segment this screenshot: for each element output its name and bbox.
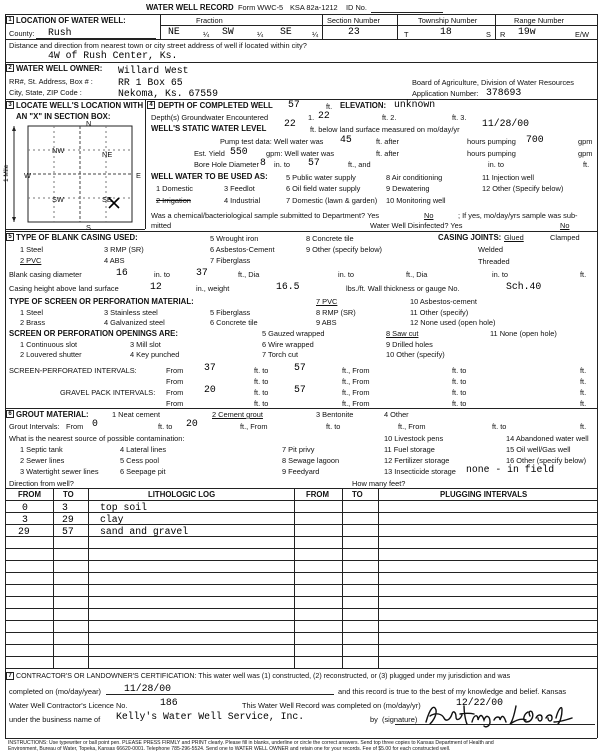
contamination-label: What is the nearest source of possible contamination:	[9, 434, 185, 443]
casing-type-label: TYPE OF BLANK CASING USED:	[16, 233, 138, 242]
contam-insecticide[interactable]: 13 Insecticide storage	[384, 467, 456, 476]
screen-brass[interactable]: 2 Brass	[20, 318, 46, 327]
casing-weight-label: in., weight	[196, 284, 230, 293]
completed-depth-value[interactable]: 57	[288, 99, 300, 110]
completed-on-value[interactable]: 11/28/00	[124, 683, 172, 694]
ft-label: ft.	[580, 388, 587, 397]
opening-louvered[interactable]: 2 Louvered shutter	[20, 350, 82, 359]
rule	[5, 548, 597, 549]
rule	[5, 584, 597, 585]
use-other[interactable]: 12 Other (Specify below)	[482, 184, 564, 193]
ft-label: ft.	[580, 422, 587, 431]
section-4-number: 4	[147, 101, 155, 109]
screen-asbestos[interactable]: 10 Asbestos-cement	[410, 297, 477, 306]
quadrant-se: SE	[102, 195, 112, 204]
owner-name[interactable]: Willard West	[118, 65, 189, 76]
use-injection[interactable]: 11 Injection well	[482, 173, 535, 182]
bore-depth[interactable]: 57	[308, 157, 320, 168]
chem-sample-label: Was a chemical/bacteriological sample submitted to Department? Yes	[151, 211, 380, 220]
opening-saw-cut[interactable]: 8 Saw cut	[386, 329, 419, 338]
contam-feedyard[interactable]: 9 Feedyard	[282, 467, 320, 476]
casing-wrought-iron[interactable]: 5 Wrought iron	[210, 234, 259, 243]
range-ew: E/W	[575, 30, 589, 39]
gpi-from-label: From	[166, 388, 184, 397]
compass-n: N	[86, 119, 92, 128]
contam-oil-gas[interactable]: 15 Oil well/Gas well	[506, 445, 571, 454]
log-to[interactable]: 3	[62, 502, 68, 513]
grout-interval-from[interactable]: 0	[92, 418, 98, 429]
grout-intervals-label: Grout Intervals:	[9, 422, 60, 431]
gw1-label: 1.	[308, 113, 315, 122]
casing-diameter-label: Blank casing diameter	[9, 270, 82, 279]
grout-cement-grout[interactable]: 2 Cement grout	[212, 410, 263, 419]
rule	[5, 99, 597, 100]
gpm-label: gpm	[578, 149, 593, 158]
rule	[5, 14, 597, 15]
rule	[597, 14, 598, 738]
fraction-q3[interactable]: SE	[280, 26, 292, 37]
county-label: County:	[9, 29, 35, 38]
after-label: ft. after	[376, 137, 400, 146]
rule	[5, 500, 597, 501]
screen-abs[interactable]: 9 ABS	[316, 318, 337, 327]
township-s: S	[486, 30, 491, 39]
casing-fiberglass[interactable]: 7 Fiberglass	[210, 256, 251, 265]
casing-diameter[interactable]: 16	[116, 267, 128, 278]
bore-in-to: in. to	[274, 160, 291, 169]
use-irrigation[interactable]: 2 Irrigation	[156, 196, 191, 205]
screen-none[interactable]: 12 None used (open hole)	[410, 318, 496, 327]
grout-ft-from: ft., From	[240, 422, 268, 431]
quadrant-nw: NW	[52, 146, 65, 155]
screen-intervals-label: SCREEN-PERFORATED INTERVALS:	[9, 366, 137, 375]
quadrant-sw: SW	[52, 195, 64, 204]
use-oil-field[interactable]: 6 Oil field water supply	[286, 184, 361, 193]
grout-neat-cement[interactable]: 1 Neat cement	[112, 410, 161, 419]
static-level-label: WELL'S STATIC WATER LEVEL	[151, 124, 267, 133]
gpi-ft-to-4: ft. to	[452, 399, 467, 408]
casing-gauge[interactable]: Sch.40	[506, 281, 542, 292]
bore-in-to-2: in. to	[488, 160, 505, 169]
rule	[5, 408, 597, 409]
section-5-number: 5	[6, 233, 14, 241]
rule	[160, 25, 597, 26]
rule	[5, 572, 597, 573]
groundwater-label: Depth(s) Groundwater Encountered	[151, 113, 269, 122]
form-number: Form WWC-5	[238, 3, 284, 12]
contam-seepage[interactable]: 6 Seepage pit	[120, 467, 166, 476]
grout-ft-from-2: ft., From	[398, 422, 426, 431]
screen-interval-to[interactable]: 57	[294, 362, 306, 373]
grout-ft-to-2: ft. to	[326, 422, 341, 431]
gravel-interval-to[interactable]: 57	[294, 384, 306, 395]
static-level-date[interactable]: 11/28/00	[482, 118, 530, 129]
ft-label: ft.	[580, 399, 587, 408]
opening-none[interactable]: 11 None (open hole)	[490, 329, 557, 338]
casing-steel[interactable]: 1 Steel	[20, 245, 44, 254]
grout-ft-to-3: ft. to	[492, 422, 507, 431]
spi-ft-to: ft. to	[254, 366, 269, 375]
rule	[397, 14, 398, 39]
licence-number[interactable]: 186	[160, 697, 178, 708]
opening-gauzed[interactable]: 5 Gauzed wrapped	[262, 329, 325, 338]
how-many-feet-label: How many feet?	[352, 479, 406, 488]
city-label: City, State, ZIP Code :	[9, 88, 82, 97]
casing-concrete[interactable]: 8 Concrete tile	[306, 234, 354, 243]
contamination-value[interactable]: none - in field	[466, 464, 555, 475]
contam-livestock[interactable]: 10 Livestock pens	[384, 434, 444, 443]
grout-interval-to[interactable]: 20	[186, 418, 198, 429]
spi-ft-to-2: ft. to	[452, 366, 467, 375]
rule	[5, 738, 597, 739]
log-header-lithologic: LITHOLOGIC LOG	[148, 490, 216, 499]
use-label: WELL WATER TO BE USED AS:	[151, 172, 268, 181]
range-value[interactable]: 19w	[518, 26, 536, 37]
rule	[5, 596, 597, 597]
ft-label: ft.	[580, 366, 587, 375]
grout-other[interactable]: 4 Other	[384, 410, 409, 419]
fraction-q2[interactable]: SW	[222, 26, 234, 37]
disinfected-no[interactable]: No	[560, 221, 570, 230]
mile-label: 1 Mile	[3, 164, 10, 182]
rule	[5, 488, 597, 489]
distance-label: Distance and direction from nearest town or city street address of well if located within city?	[9, 41, 307, 50]
gpi-ft-to-3: ft. to	[254, 399, 269, 408]
section-2-number: 2	[6, 64, 14, 72]
grout-ft-to: ft. to	[158, 422, 173, 431]
rule	[294, 488, 295, 668]
signature-blank	[395, 724, 595, 725]
disinfected-label: Water Well Disinfected? Yes	[370, 221, 463, 230]
gw3-label: ft. 3.	[452, 113, 467, 122]
section-3-number: 3	[6, 101, 14, 109]
spi-ft-from: ft., From	[342, 366, 370, 375]
casing-weight[interactable]: 16.5	[276, 281, 300, 292]
rule	[5, 608, 597, 609]
screen-pvc[interactable]: 7 PVC	[316, 297, 338, 306]
spi-from-label-2: From	[166, 377, 184, 386]
opening-wire-wrapped[interactable]: 6 Wire wrapped	[262, 340, 314, 349]
id-label: ID No.	[346, 3, 367, 12]
casing-in-to-3: in. to	[492, 270, 509, 279]
contam-cess-pool[interactable]: 5 Cess pool	[120, 456, 160, 465]
rule	[495, 14, 496, 39]
elevation-label: ELEVATION:	[340, 101, 387, 110]
mitted-label: mitted	[151, 221, 172, 230]
section-1-title: LOCATION OF WATER WELL:	[16, 16, 126, 25]
grout-material-label: GROUT MATERIAL:	[16, 410, 89, 419]
grout-bentonite[interactable]: 3 Bentonite	[316, 410, 354, 419]
record-completed-date[interactable]: 12/22/00	[456, 697, 504, 708]
owner-city[interactable]: Nekoma, Ks. 67559	[118, 88, 218, 99]
log-header-to-2: TO	[352, 490, 363, 499]
gravel-intervals-label: GRAVEL PACK INTERVALS:	[60, 388, 156, 397]
signature-label: (signature)	[382, 715, 418, 724]
grout-from-label: From	[66, 422, 84, 431]
use-feedlot[interactable]: 3 Feedlot	[224, 184, 255, 193]
screen-other[interactable]: 11 Other (specify)	[410, 308, 469, 317]
ft-label: ft.	[583, 160, 590, 169]
casing-lbs-label: lbs./ft. Wall thickness or gauge No.	[346, 284, 460, 293]
certification-text-2: and this record is true to the best of my knowledge and belief. Kansas	[338, 687, 567, 696]
bore-label: Bore Hole Diameter	[194, 160, 259, 169]
bore-diameter[interactable]: 8	[260, 157, 266, 168]
address-label: RR#, St. Address, Box # :	[9, 77, 93, 86]
screen-stainless[interactable]: 3 Stainless steel	[104, 308, 158, 317]
township-value[interactable]: 18	[440, 26, 452, 37]
gpi-ft-to-2: ft. to	[452, 388, 467, 397]
fraction-q1[interactable]: NE	[168, 26, 180, 37]
county-value[interactable]: Rush	[48, 27, 72, 38]
screen-fiberglass[interactable]: 5 Fiberglass	[210, 308, 251, 317]
opening-continuous[interactable]: 1 Continuous slot	[20, 340, 78, 349]
rule	[378, 488, 379, 668]
casing-rmp[interactable]: 3 RMP (SR)	[104, 245, 144, 254]
ft-label: ft.	[580, 270, 587, 279]
range-r: R	[500, 30, 506, 39]
log-header-from-2: FROM	[306, 490, 329, 499]
contam-fuel[interactable]: 11 Fuel storage	[384, 445, 435, 454]
use-domestic[interactable]: 1 Domestic	[156, 184, 193, 193]
rule	[5, 656, 597, 657]
casing-ft-dia: ft., Dia	[238, 270, 260, 279]
pump-test-label: Pump test data: Well water was	[220, 137, 324, 146]
casing-height[interactable]: 12	[150, 281, 162, 292]
rule	[5, 14, 6, 738]
use-domestic-lawn[interactable]: 7 Domestic (lawn & garden)	[286, 196, 378, 205]
log-description[interactable]: top soil	[100, 502, 148, 513]
contam-septic[interactable]: 1 Septic tank	[20, 445, 63, 454]
log-to[interactable]: 29	[62, 514, 74, 525]
rule	[145, 99, 146, 229]
id-blank[interactable]	[371, 12, 443, 13]
compass-w: W	[24, 171, 31, 180]
after-label: ft. after	[376, 149, 400, 158]
ksa-reference: KSA 82a-1212	[290, 3, 338, 12]
application-label: Application Number:	[412, 89, 479, 98]
gpi-ft-to: ft. to	[254, 388, 269, 397]
rule	[5, 620, 597, 621]
record-completed-label: This Water Well Record was completed on (mo/day/yr)	[242, 701, 421, 710]
section-number-value[interactable]: 23	[348, 26, 360, 37]
contam-abandoned[interactable]: 14 Abandoned water well	[506, 434, 589, 443]
log-to[interactable]: 57	[62, 526, 74, 537]
yield-value[interactable]: 550	[230, 146, 248, 157]
section-3-title: LOCATE WELL'S LOCATION WITH	[16, 101, 144, 110]
section-3-subtitle: AN "X" IN SECTION BOX:	[16, 112, 111, 121]
opening-drilled[interactable]: 9 Drilled holes	[386, 340, 433, 349]
log-header-from: FROM	[18, 490, 41, 499]
log-description[interactable]: clay	[100, 514, 124, 525]
township-t: T	[404, 30, 409, 39]
rule	[5, 644, 597, 645]
casing-asbestos[interactable]: 6 Asbestos-Cement	[210, 245, 275, 254]
use-dewatering[interactable]: 9 Dewatering	[386, 184, 430, 193]
owner-address[interactable]: RR 1 Box 65	[118, 77, 183, 88]
casing-ft-dia-2: ft., Dia	[406, 270, 428, 279]
application-number[interactable]: 378693	[486, 87, 522, 98]
openings-label: SCREEN OR PERFORATION OPENINGS ARE:	[9, 329, 178, 338]
elevation-value[interactable]: unknown	[394, 99, 436, 110]
contam-lateral[interactable]: 4 Lateral lines	[120, 445, 167, 454]
contam-lagoon[interactable]: 8 Sewage lagoon	[282, 456, 340, 465]
opening-mill-slot[interactable]: 3 Mill slot	[130, 340, 161, 349]
contam-privy[interactable]: 7 Pit privy	[282, 445, 315, 454]
gw2-label: ft. 2.	[382, 113, 397, 122]
quarter-mark: ¼	[203, 30, 210, 39]
spi-ft-to-4: ft. to	[452, 377, 467, 386]
spi-ft-to-3: ft. to	[254, 377, 269, 386]
casing-height-label: Casing height above land surface	[9, 284, 119, 293]
screen-steel[interactable]: 1 Steel	[20, 308, 44, 317]
log-header-plugging: PLUGGING INTERVALS	[440, 490, 528, 499]
use-monitoring[interactable]: 10 Monitoring well	[386, 196, 446, 205]
spi-ft-from-2: ft., From	[342, 377, 370, 386]
screen-type-label: TYPE OF SCREEN OR PERFORATION MATERIAL:	[9, 297, 194, 306]
use-public-supply[interactable]: 5 Public water supply	[286, 173, 356, 182]
groundwater-depth-1[interactable]: 22	[318, 110, 330, 121]
rule	[5, 524, 597, 525]
ft-label: ft.	[326, 102, 333, 111]
rule	[5, 632, 597, 633]
fraction-label: Fraction	[196, 16, 223, 25]
joints-glued[interactable]: Glued	[504, 233, 524, 242]
screen-concrete[interactable]: 6 Concrete tile	[210, 318, 258, 327]
rule	[5, 560, 597, 561]
opening-torch-cut[interactable]: 7 Torch cut	[262, 350, 299, 359]
joints-threaded[interactable]: Threaded	[478, 257, 510, 266]
yield-gpm-label: gpm: Well water was	[266, 149, 335, 158]
form-title: WATER WELL RECORD	[146, 3, 234, 12]
chem-sample-ifyes: ; If yes, mo/day/yrs sample was sub-	[458, 211, 578, 220]
business-name-label: under the business name of	[9, 715, 101, 724]
use-air-conditioning[interactable]: 8 Air conditioning	[386, 173, 443, 182]
casing-in-to: in. to	[154, 270, 171, 279]
casing-joints-label: CASING JOINTS:	[438, 233, 502, 242]
licence-label: Water Well Contractor's Licence No.	[9, 701, 128, 710]
completed-depth-label: DEPTH OF COMPLETED WELL	[158, 101, 273, 110]
instructions-line-2: Environment, Bureau of Water, Topeka, Kansas 66620-0001. Telephone 785-296-5524. Send one to WATER WELL OWNER and retain one for your records. Fee of $5.00 for each constructed well.	[8, 746, 451, 752]
opening-other[interactable]: 10 Other (specify)	[386, 350, 445, 359]
township-label: Township Number	[418, 16, 478, 25]
compass-e: E	[136, 171, 141, 180]
pumping-gpm-value[interactable]: 700	[526, 134, 544, 145]
quarter-mark: ¼	[257, 30, 264, 39]
hours-pumping-label: hours pumping	[467, 149, 516, 158]
rule	[160, 14, 161, 39]
gravel-interval-from[interactable]: 20	[204, 384, 216, 395]
opening-key-punched[interactable]: 4 Key punched	[130, 350, 180, 359]
log-from[interactable]: 0	[22, 502, 28, 513]
casing-other[interactable]: 9 Other (specify below)	[306, 245, 382, 254]
chem-sample-no[interactable]: No	[424, 211, 434, 220]
static-level-value[interactable]: 22	[284, 118, 296, 129]
casing-in-to-2: in. to	[338, 270, 355, 279]
screen-rmp[interactable]: 8 RMP (SR)	[316, 308, 356, 317]
screen-galvanized[interactable]: 4 Galvanized steel	[104, 318, 165, 327]
contam-watertight[interactable]: 3 Watertight sewer lines	[20, 467, 99, 476]
rule	[342, 488, 343, 668]
rule	[5, 231, 597, 232]
hours-pumping-label: hours pumping	[467, 137, 516, 146]
rule	[5, 39, 597, 40]
log-from[interactable]: 29	[18, 526, 30, 537]
distance-value[interactable]: 4W of Rush Center, Ks.	[48, 50, 178, 61]
compass-s: S	[86, 223, 91, 232]
by-label: by	[370, 715, 378, 724]
ft-label: ft.	[580, 377, 587, 386]
pump-test-value[interactable]: 45	[340, 134, 352, 145]
section-1-number: 1	[6, 16, 14, 24]
rule	[5, 512, 597, 513]
casing-pvc[interactable]: 2 PVC	[20, 256, 42, 265]
section-7-number: 7	[6, 672, 14, 680]
gpi-from-label-2: From	[166, 399, 184, 408]
contam-sewer[interactable]: 2 Sewer lines	[20, 456, 65, 465]
casing-abs[interactable]: 4 ABS	[104, 256, 125, 265]
business-name[interactable]: Kelly's Water Well Service, Inc.	[116, 711, 305, 722]
instructions-line-1: INSTRUCTIONS: Use typewriter or ball point pen. PLEASE PRESS FIRMLY and PRINT clearly. Please fill in blanks, underline or circle the correct answers. Send top three copies to Kansas Department of Health and	[8, 740, 494, 746]
static-level-text: ft. below land surface measured on mo/day/yr	[310, 125, 460, 134]
gpi-ft-from: ft., From	[342, 388, 370, 397]
board-label: Board of Agriculture, Division of Water Resources	[412, 78, 574, 87]
signature[interactable]	[420, 697, 580, 730]
completed-on-blank	[106, 694, 334, 695]
gpm-label: gpm	[578, 137, 593, 146]
log-from[interactable]: 3	[22, 514, 28, 525]
gpi-ft-from-2: ft., From	[342, 399, 370, 408]
contam-fertilizer[interactable]: 12 Fertilizer storage	[384, 456, 450, 465]
rule	[5, 536, 597, 537]
use-industrial[interactable]: 4 Industrial	[224, 196, 261, 205]
section-2-title: WATER WELL OWNER:	[16, 64, 103, 73]
contam-other[interactable]: 16 Other (specify below)	[506, 456, 587, 465]
completed-on-label: completed on (mo/day/year)	[9, 687, 102, 696]
joints-clamped[interactable]: Clamped	[550, 233, 580, 242]
rule	[53, 488, 54, 668]
log-description[interactable]: sand and gravel	[100, 526, 189, 537]
yield-label: Est. Yield	[194, 149, 225, 158]
range-label: Range Number	[514, 16, 565, 25]
casing-depth[interactable]: 37	[196, 267, 208, 278]
section-6-number: 6	[6, 410, 14, 418]
quadrant-ne: NE	[102, 150, 113, 159]
spi-from-label: From	[166, 366, 184, 375]
rule	[5, 62, 597, 63]
rule	[322, 14, 323, 39]
quarter-mark: ¼	[312, 30, 319, 39]
log-header-to: TO	[63, 490, 74, 499]
certification-text: CONTRACTOR'S OR LANDOWNER'S CERTIFICATION: This water well was (1) constructed, (2) reconstructed, or (3) plugged under my jurisdiction and was	[16, 672, 511, 680]
rule	[88, 488, 89, 668]
screen-interval-from[interactable]: 37	[204, 362, 216, 373]
rule	[5, 668, 597, 669]
joints-welded[interactable]: Welded	[478, 245, 503, 254]
section-number-label: Section Number	[327, 16, 380, 25]
direction-label: Direction from well?	[9, 479, 74, 488]
bore-and-label: ft., and	[348, 160, 371, 169]
